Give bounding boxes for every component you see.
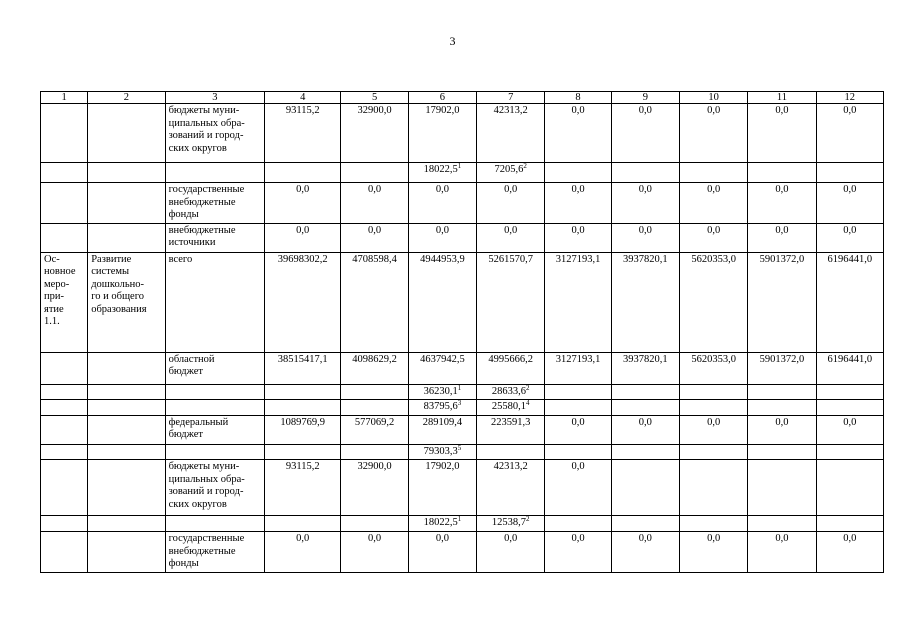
value-cell: [816, 532, 883, 573]
value-cell: [816, 223, 883, 252]
value-cell: [341, 384, 408, 400]
table-row: [41, 104, 884, 163]
funding-source-cell: государственные внебюджетные фонды: [165, 183, 264, 224]
measure-name-cell: [88, 352, 165, 384]
value-cell: [545, 516, 611, 532]
value-cell: [477, 384, 545, 400]
value-text: 5620353,0: [691, 253, 736, 265]
value-cell: [341, 516, 408, 532]
value-text: 4098629,2: [352, 353, 397, 365]
value-text: 0,0: [504, 533, 518, 544]
footnote-marker: 1: [457, 515, 462, 523]
value-cell: [679, 163, 747, 183]
value-cell: [545, 460, 611, 516]
value-text: 0,0: [296, 224, 310, 236]
value-text: 0,0: [435, 184, 449, 195]
value-cell: [748, 415, 816, 444]
value-text: 38515417,1: [277, 353, 328, 365]
measure-cell: [41, 104, 88, 163]
table-row: [41, 460, 884, 516]
value-text: 0,0: [435, 533, 449, 544]
table-row: [41, 516, 884, 532]
value-cell: [477, 415, 545, 444]
value-text: 28633,6: [491, 385, 526, 397]
value-text: 0,0: [707, 533, 721, 544]
value-cell: [545, 532, 611, 573]
column-header: 2: [88, 92, 165, 104]
footnote-marker: 3: [457, 399, 462, 407]
funding-source-cell: областной бюджет: [165, 352, 264, 384]
value-text: 3127193,1: [555, 253, 601, 265]
value-cell: [611, 104, 679, 163]
value-cell: [265, 223, 341, 252]
value-cell: [679, 252, 747, 352]
value-cell: [816, 252, 883, 352]
value-text: 223591,3: [491, 416, 531, 428]
value-cell: [341, 532, 408, 573]
value-text: 6196441,0: [827, 353, 873, 365]
value-cell: [611, 460, 679, 516]
measure-cell: [41, 516, 88, 532]
measure-name-cell: [88, 104, 165, 163]
value-cell: [265, 384, 341, 400]
value-cell: [341, 163, 408, 183]
measure-name-cell: [88, 415, 165, 444]
footnote-marker: 1: [457, 162, 462, 170]
value-text: 5901372,0: [759, 253, 805, 265]
value-cell: [611, 516, 679, 532]
value-text: 32900,0: [357, 105, 392, 116]
column-header: 6: [408, 92, 476, 104]
value-cell: [816, 444, 883, 460]
value-text: 93115,2: [285, 461, 320, 472]
value-cell: [341, 444, 408, 460]
table-row: [41, 384, 884, 400]
value-text: 0,0: [775, 184, 789, 195]
value-cell: [611, 444, 679, 460]
measure-name-cell: [88, 400, 165, 416]
measure-cell: [41, 384, 88, 400]
value-text: 18022,5: [423, 517, 458, 528]
value-cell: [748, 384, 816, 400]
column-header: 5: [341, 92, 408, 104]
value-text: 0,0: [571, 416, 585, 428]
measure-name-cell: [88, 163, 165, 183]
value-cell: [679, 516, 747, 532]
value-cell: [679, 444, 747, 460]
value-cell: [545, 223, 611, 252]
value-text: 0,0: [843, 184, 857, 195]
value-cell: [545, 415, 611, 444]
funding-source-cell: государственные внебюджетные фонды: [165, 532, 264, 573]
value-text: 4637942,5: [420, 353, 465, 365]
value-text: 0,0: [571, 184, 585, 195]
value-cell: [408, 104, 476, 163]
value-cell: [679, 183, 747, 224]
column-header: 4: [265, 92, 341, 104]
value-text: 0,0: [707, 224, 721, 236]
measure-cell: Ос- новное меро- при- ятие 1.1.: [41, 252, 88, 352]
funding-source-cell: [165, 384, 264, 400]
value-text: 0,0: [843, 533, 857, 544]
value-cell: [408, 516, 476, 532]
column-header: 3: [165, 92, 264, 104]
value-text: 0,0: [638, 416, 652, 428]
value-cell: [265, 104, 341, 163]
value-cell: [477, 104, 545, 163]
value-text: 0,0: [638, 184, 652, 195]
measure-name-cell: [88, 444, 165, 460]
value-cell: [545, 163, 611, 183]
value-cell: [545, 104, 611, 163]
funding-source-cell: всего: [165, 252, 264, 352]
value-cell: [679, 384, 747, 400]
measure-cell: [41, 400, 88, 416]
value-cell: [816, 460, 883, 516]
value-text: 17902,0: [425, 461, 460, 472]
funding-source-cell: внебюджетные источники: [165, 223, 264, 252]
value-cell: [748, 252, 816, 352]
value-cell: [408, 532, 476, 573]
value-cell: [477, 163, 545, 183]
value-text: 0,0: [843, 105, 857, 116]
value-cell: [816, 352, 883, 384]
measure-name-cell: [88, 460, 165, 516]
column-header: 1: [41, 92, 88, 104]
value-cell: [679, 532, 747, 573]
value-cell: [748, 516, 816, 532]
value-text: 3937820,1: [623, 253, 668, 265]
value-text: 0,0: [296, 533, 310, 544]
table-row: [41, 163, 884, 183]
table-row: [41, 532, 884, 573]
table-row: [41, 400, 884, 416]
value-cell: [679, 400, 747, 416]
value-cell: [408, 252, 476, 352]
value-cell: [477, 223, 545, 252]
value-text: 289109,4: [422, 416, 463, 428]
value-text: 42313,2: [493, 105, 528, 116]
value-cell: [545, 384, 611, 400]
value-cell: [816, 415, 883, 444]
measure-cell: [41, 532, 88, 573]
value-cell: [265, 415, 341, 444]
value-text: 93115,2: [285, 105, 320, 116]
value-cell: [748, 163, 816, 183]
value-cell: [816, 104, 883, 163]
table-row: [41, 223, 884, 252]
funding-source-cell: федеральный бюджет: [165, 415, 264, 444]
value-text: 79303,3: [423, 445, 458, 457]
value-text: 3127193,1: [555, 353, 601, 365]
value-text: 0,0: [504, 224, 518, 236]
value-cell: [611, 183, 679, 224]
value-cell: [748, 532, 816, 573]
value-cell: [477, 460, 545, 516]
measure-cell: [41, 352, 88, 384]
value-text: 39698302,2: [277, 253, 328, 265]
value-cell: [408, 352, 476, 384]
value-cell: [748, 223, 816, 252]
value-text: 0,0: [775, 533, 789, 544]
measure-cell: [41, 223, 88, 252]
value-text: 6196441,0: [827, 253, 873, 265]
value-text: 4708598,4: [352, 253, 397, 265]
value-text: 7205,6: [494, 164, 524, 175]
value-text: 5620353,0: [691, 353, 736, 365]
value-cell: [408, 400, 476, 416]
value-cell: [341, 460, 408, 516]
column-header: 10: [679, 92, 747, 104]
measure-cell: [41, 183, 88, 224]
measure-cell: [41, 460, 88, 516]
value-cell: [816, 163, 883, 183]
value-cell: [545, 400, 611, 416]
value-cell: [816, 516, 883, 532]
table-row: [41, 352, 884, 384]
value-cell: [265, 532, 341, 573]
value-text: 32900,0: [357, 461, 392, 472]
value-cell: [611, 532, 679, 573]
value-text: 4995666,2: [488, 353, 533, 365]
value-cell: [477, 532, 545, 573]
value-text: 0,0: [368, 184, 382, 195]
value-cell: [545, 252, 611, 352]
value-cell: [265, 516, 341, 532]
value-cell: [679, 223, 747, 252]
value-text: 0,0: [638, 224, 652, 236]
measure-cell: [41, 444, 88, 460]
column-header: 12: [816, 92, 883, 104]
value-text: 1089769,9: [280, 416, 326, 428]
measure-cell: [41, 415, 88, 444]
value-cell: [545, 183, 611, 224]
value-text: 0,0: [638, 533, 652, 544]
value-cell: [408, 223, 476, 252]
value-cell: [748, 183, 816, 224]
value-cell: [265, 352, 341, 384]
footnote-marker: 2: [526, 384, 530, 392]
value-cell: [408, 163, 476, 183]
value-cell: [408, 384, 476, 400]
value-text: 0,0: [435, 224, 449, 236]
value-text: 42313,2: [493, 461, 528, 472]
value-cell: [265, 444, 341, 460]
value-text: 0,0: [296, 184, 310, 195]
value-cell: [611, 252, 679, 352]
value-cell: [408, 460, 476, 516]
table-row: [41, 252, 884, 352]
value-text: 0,0: [504, 184, 518, 195]
value-cell: [611, 384, 679, 400]
value-cell: [816, 183, 883, 224]
value-cell: [341, 183, 408, 224]
value-cell: [408, 415, 476, 444]
value-cell: [611, 400, 679, 416]
value-cell: [545, 352, 611, 384]
value-cell: [679, 460, 747, 516]
funding-source-cell: [165, 400, 264, 416]
measure-name-cell: [88, 532, 165, 573]
value-text: 3937820,1: [623, 353, 668, 365]
footnote-marker: 4: [526, 399, 530, 407]
table-row: [41, 183, 884, 224]
value-text: 0,0: [571, 224, 585, 236]
value-cell: [477, 352, 545, 384]
value-text: 4944953,9: [420, 253, 465, 265]
value-cell: [341, 415, 408, 444]
funding-source-cell: бюджеты муни- ципальных обра- зований и город- ских округов: [165, 104, 264, 163]
value-text: 0,0: [775, 105, 789, 116]
value-cell: [748, 352, 816, 384]
value-cell: [748, 104, 816, 163]
value-text: 0,0: [571, 105, 585, 116]
value-text: 0,0: [707, 105, 721, 116]
value-cell: [265, 252, 341, 352]
value-text: 0,0: [571, 533, 585, 544]
value-cell: [341, 352, 408, 384]
column-header: 8: [545, 92, 611, 104]
measure-name-cell: [88, 384, 165, 400]
budget-table: [40, 91, 884, 573]
value-cell: [748, 460, 816, 516]
value-text: 17902,0: [425, 105, 460, 116]
measure-name-cell: Развитие системы дошкольно- го и общего образования: [88, 252, 165, 352]
value-cell: [477, 444, 545, 460]
funding-source-cell: [165, 163, 264, 183]
page-number: 3: [449, 34, 456, 48]
value-text: 0,0: [707, 416, 721, 428]
table-row: [41, 444, 884, 460]
value-cell: [679, 104, 747, 163]
value-cell: [748, 444, 816, 460]
value-cell: [477, 400, 545, 416]
funding-source-cell: [165, 444, 264, 460]
value-text: 0,0: [843, 224, 857, 236]
value-cell: [341, 252, 408, 352]
value-text: 5901372,0: [759, 353, 805, 365]
value-cell: [611, 163, 679, 183]
measure-name-cell: [88, 516, 165, 532]
value-cell: [748, 400, 816, 416]
value-text: 0,0: [638, 105, 652, 116]
value-cell: [341, 104, 408, 163]
value-text: 83795,6: [423, 401, 458, 412]
value-cell: [408, 444, 476, 460]
value-cell: [816, 400, 883, 416]
column-header: 7: [477, 92, 545, 104]
value-text: 18022,5: [423, 164, 458, 175]
value-cell: [477, 252, 545, 352]
funding-source-cell: бюджеты муни- ципальных обра- зований и город- ских округов: [165, 460, 264, 516]
funding-source-cell: [165, 516, 264, 532]
measure-name-cell: [88, 223, 165, 252]
value-cell: [341, 223, 408, 252]
value-cell: [265, 460, 341, 516]
header-row: [41, 92, 884, 104]
column-header: 9: [611, 92, 679, 104]
value-text: 0,0: [368, 224, 382, 236]
value-cell: [545, 444, 611, 460]
value-text: 25580,1: [491, 401, 526, 412]
value-cell: [265, 163, 341, 183]
measure-cell: [41, 163, 88, 183]
value-text: 0,0: [775, 416, 789, 428]
footnote-marker: 1: [457, 384, 462, 392]
value-cell: [679, 352, 747, 384]
value-cell: [816, 384, 883, 400]
value-text: 0,0: [775, 224, 789, 236]
value-cell: [408, 183, 476, 224]
value-text: 36230,1: [423, 385, 458, 397]
value-text: 0,0: [571, 461, 585, 472]
value-cell: [341, 400, 408, 416]
footnote-marker: 2: [526, 515, 530, 523]
value-cell: [679, 415, 747, 444]
value-text: 0,0: [843, 416, 857, 428]
value-cell: [265, 400, 341, 416]
table-row: [41, 415, 884, 444]
value-text: 12538,7: [491, 517, 526, 528]
footnote-marker: 2: [523, 162, 527, 170]
value-cell: [477, 516, 545, 532]
value-text: 0,0: [707, 184, 721, 195]
value-text: 5261570,7: [488, 253, 533, 265]
value-text: 0,0: [368, 533, 382, 544]
footnote-marker: 5: [457, 444, 462, 452]
value-text: 577069,2: [354, 416, 395, 428]
value-cell: [477, 183, 545, 224]
column-header: 11: [748, 92, 816, 104]
value-cell: [611, 415, 679, 444]
measure-name-cell: [88, 183, 165, 224]
value-cell: [611, 352, 679, 384]
value-cell: [611, 223, 679, 252]
value-cell: [265, 183, 341, 224]
